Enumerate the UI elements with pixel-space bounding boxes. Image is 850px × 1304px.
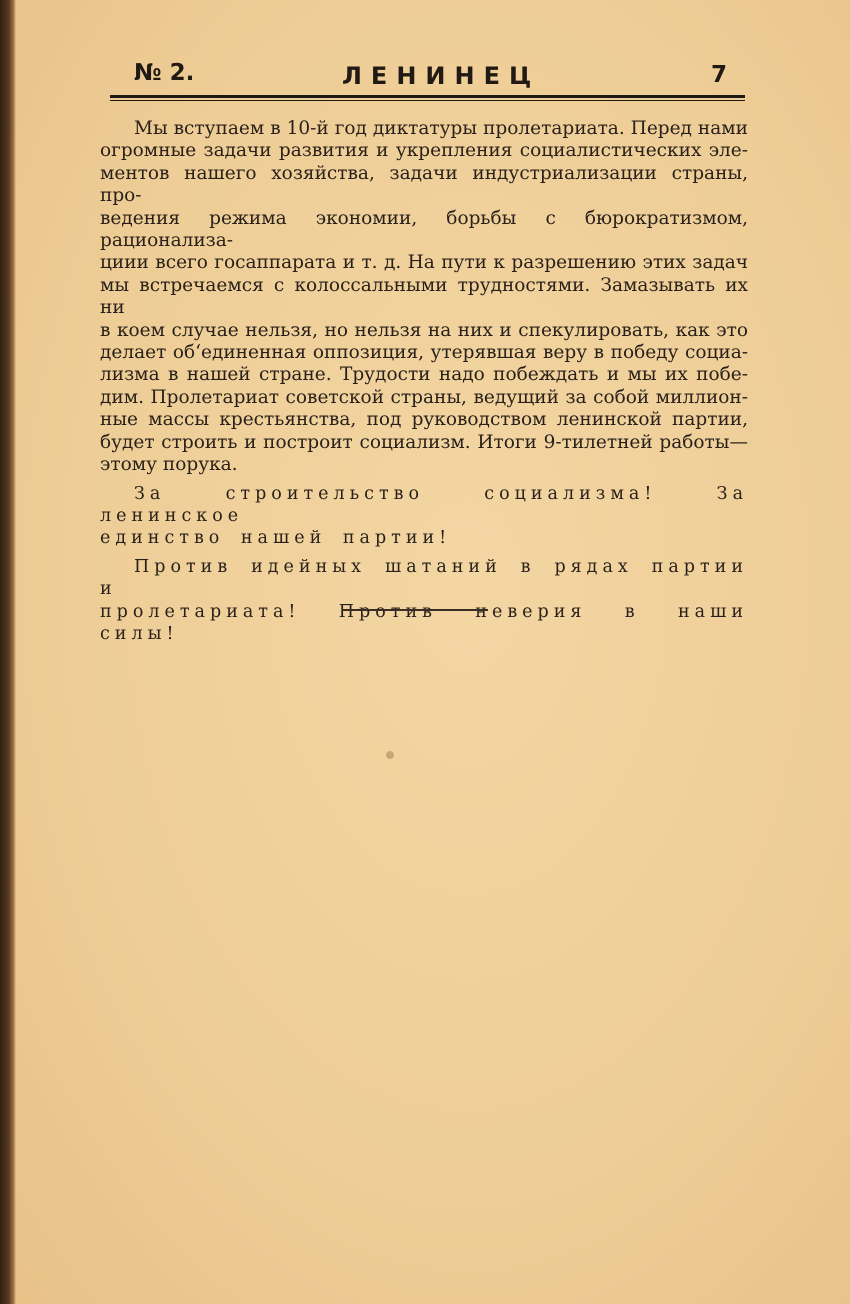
header-rule: [110, 95, 745, 101]
text-line: огромные задачи развития и укрепления социалистических эле-: [100, 140, 748, 162]
text-line: мы встречаемся с колоссальными трудностями. Замазывать их ни: [100, 274, 748, 319]
text-line: делает об‘единенная оппозиция, утерявшая веру в победу социа-: [100, 342, 748, 364]
section-separator: [342, 609, 488, 611]
text-line: будет строить и построит социализм. Итоги 9-тилетней работы—: [100, 431, 748, 453]
text-line: дим. Пролетариат советской страны, ведущий за собой миллион-: [100, 386, 748, 408]
slogan-paragraph: [100, 483, 748, 550]
text-line: этому порука.: [100, 454, 238, 476]
main-paragraph: [100, 118, 748, 477]
text-line: лизма в нашей стране. Трудости надо побеждать и мы их побе-: [100, 364, 748, 386]
masthead-title: ЛЕНИНЕЦ: [342, 62, 541, 90]
text-line: Мы вступаем в 10-й год диктатуры пролетариата. Перед нами: [134, 118, 748, 139]
text-line: циии всего госаппарата и т. д. На пути к разрешению этих задач: [100, 252, 748, 274]
page-binding-edge: [0, 0, 16, 1304]
text-line: ные массы крестьянства, под руководством ленинской партии,: [100, 409, 748, 431]
issue-number: № 2.: [134, 60, 195, 86]
page-number: 7: [710, 62, 727, 88]
article-body: [100, 118, 748, 645]
text-line: в коем случае нельзя, но нельзя на них и спекулировать, как это: [100, 319, 748, 341]
page-header: [110, 60, 745, 96]
text-line: ведения режима экономии, борьбы с бюрократизмом, рационализа-: [100, 207, 748, 252]
slogan-line: пролетариата! Против неверия в наши силы!: [100, 601, 748, 644]
slogan-line: За строительство социализма! За ленинское: [100, 483, 748, 526]
slogan-line: единство нашей партии!: [100, 528, 452, 549]
text-line: ментов нашего хозяйства, задачи индустриализации страны, про-: [100, 162, 748, 207]
slogan-line: Против идейных шатаний в рядах партии и: [100, 556, 748, 600]
paper-speck: [386, 751, 394, 759]
slogan-paragraph: [100, 556, 748, 646]
